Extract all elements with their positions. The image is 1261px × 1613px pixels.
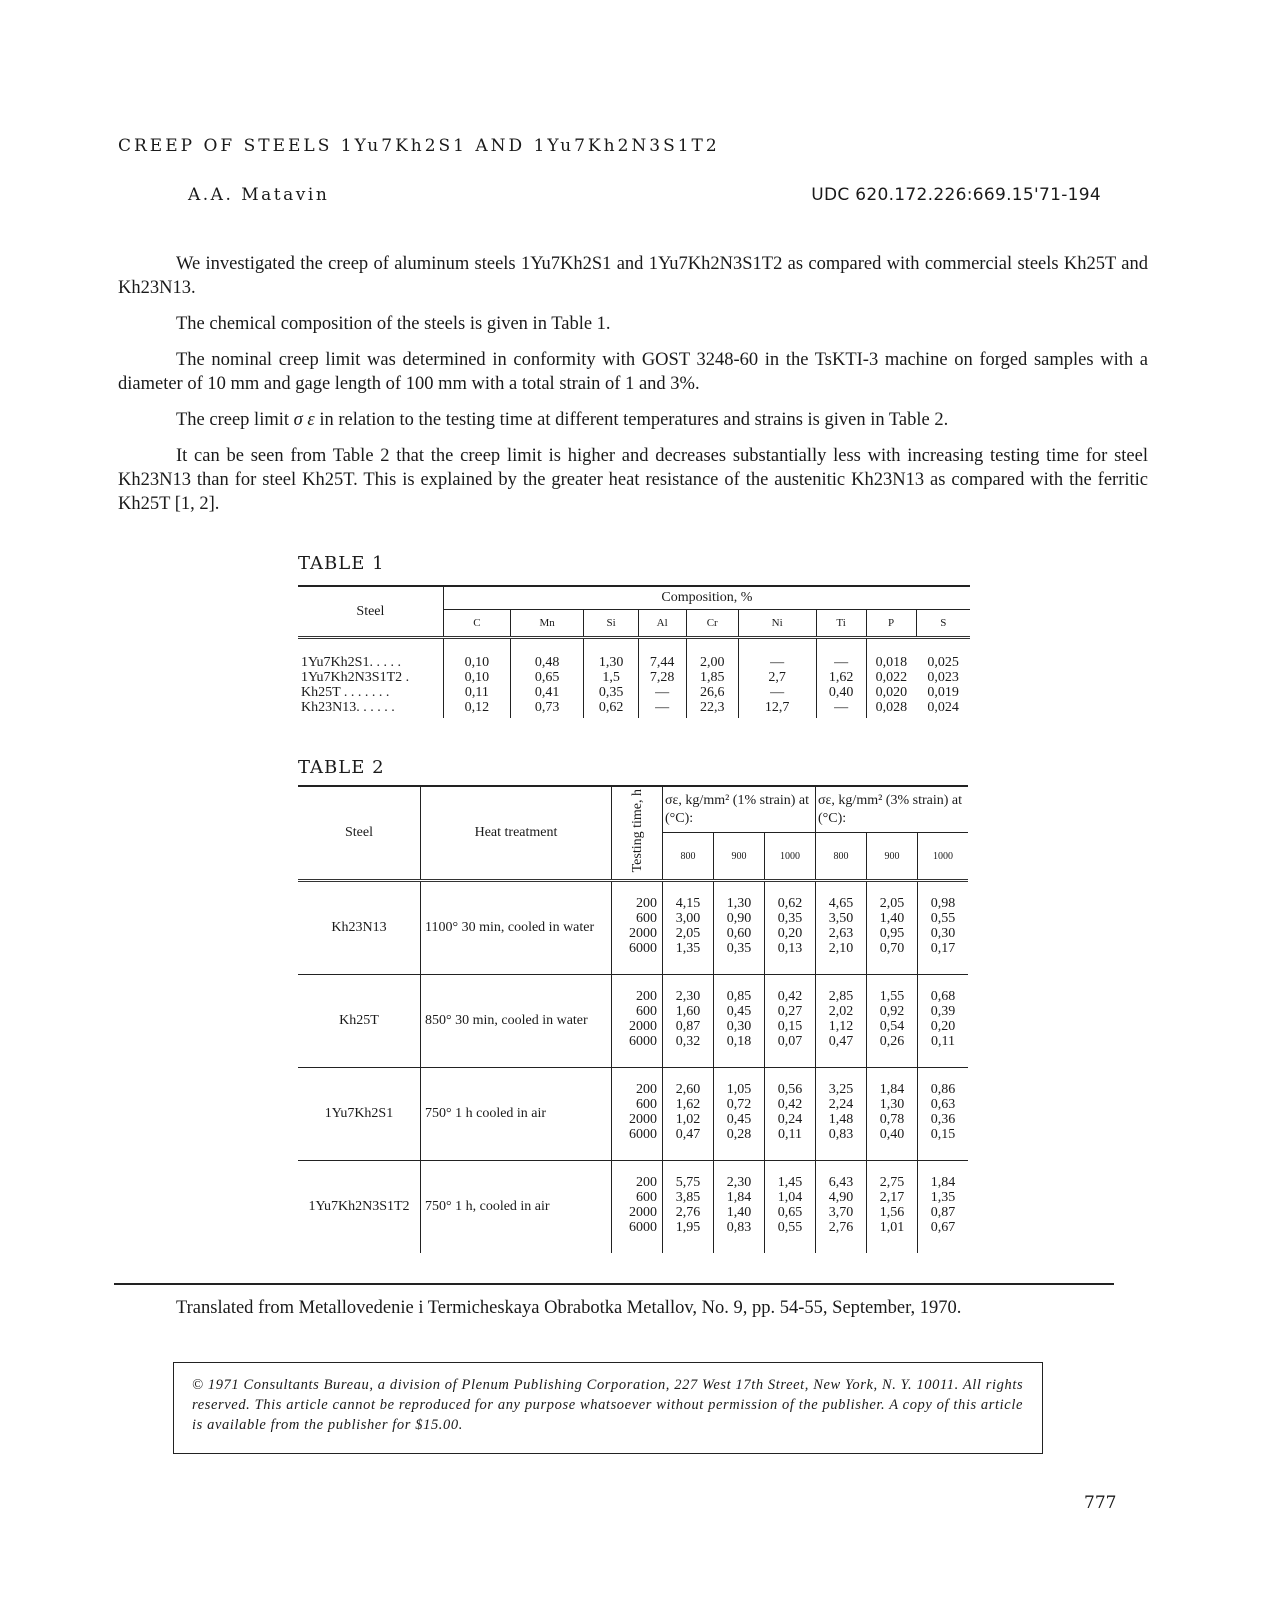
- t1-steel-2: 1Yu7Kh2N3S1T2 .: [301, 670, 410, 685]
- t2-cell: 0,15: [777, 1019, 803, 1034]
- t2-cell: 0,27: [777, 1004, 803, 1019]
- t2-cell: 2,02: [828, 1004, 854, 1019]
- t1-cell: 0,35: [598, 685, 624, 700]
- t2-heat-treatment: 750° 1 h cooled in air: [421, 1068, 612, 1161]
- t2-cell: 1,84: [726, 1190, 752, 1205]
- t2-cell: 3,25: [828, 1082, 854, 1097]
- t1-col-p: P: [866, 610, 916, 638]
- t1-cell: 26,6: [699, 685, 725, 700]
- t2-cell: 0,30: [726, 1019, 752, 1034]
- t2-cell: 1,35: [930, 1190, 956, 1205]
- t2-cell: 0,13: [777, 941, 803, 956]
- paragraph-1: We investigated the creep of aluminum steels 1Yu7Kh2S1 and 1Yu7Kh2N3S1T2 as compared with commercial steels Kh25T and Kh23N13.: [118, 254, 1148, 298]
- t1-col-ti: Ti: [816, 610, 866, 638]
- t2-cell: 1,12: [828, 1019, 854, 1034]
- t1-composition-header: Composition, %: [443, 586, 970, 610]
- udc-code: UDC 620.172.226:669.15'71-194: [811, 185, 1101, 205]
- t1-cr-values: [686, 638, 738, 718]
- t1-steel-4: Kh23N13. . . . . .: [301, 700, 395, 715]
- t2-cell: 1,56: [879, 1205, 905, 1220]
- t2-cell: 0,70: [879, 941, 905, 956]
- t1-cell: 0,020: [875, 685, 908, 700]
- t1-col-c: C: [443, 610, 510, 638]
- t2-cell: 2,60: [675, 1082, 701, 1097]
- t1-cell: 0,028: [875, 700, 908, 715]
- t2-values-c4: [816, 881, 867, 975]
- t1-cell: —: [834, 700, 849, 715]
- t2-cell: 1,55: [879, 989, 905, 1004]
- t2-cell: 3,00: [675, 911, 701, 926]
- t1-mn-values: [510, 638, 583, 718]
- t1-steel-3: Kh25T . . . . . . .: [301, 685, 390, 700]
- t2-cell: 1,05: [726, 1082, 752, 1097]
- t2-cell: 0,42: [777, 989, 803, 1004]
- t2-time-header: [612, 786, 663, 881]
- t2-values-c3: [765, 1161, 816, 1254]
- t1-c-values: [443, 638, 510, 718]
- table-row: [298, 975, 968, 1068]
- t2-values-c2: [714, 975, 765, 1068]
- t2-time-value: 6000: [629, 1220, 657, 1235]
- t2-values-c3: [765, 881, 816, 975]
- t1-cell: 0,12: [464, 700, 490, 715]
- table-row: [298, 881, 968, 975]
- t2-cell: 0,47: [675, 1127, 701, 1142]
- t2-cell: 0,36: [930, 1112, 956, 1127]
- t2-values-c1: [663, 1068, 714, 1161]
- t2-values-c6: [918, 975, 969, 1068]
- t2-values-c6: [918, 1161, 969, 1254]
- t1-cell: 7,44: [649, 655, 675, 670]
- t2-cell: 1,04: [777, 1190, 803, 1205]
- t2-time-value: 200: [636, 1175, 657, 1190]
- t2-cell: 4,65: [828, 896, 854, 911]
- t1-cell: 1,5: [602, 670, 620, 685]
- t2-cell: 0,39: [930, 1004, 956, 1019]
- t2-time-value: 6000: [629, 1034, 657, 1049]
- t2-cell: 1,45: [777, 1175, 803, 1190]
- t2-cell: 2,63: [828, 926, 854, 941]
- t2-cell: 0,78: [879, 1112, 905, 1127]
- translation-text: Translated from Metallovedenie i Termicheskaya Obrabotka Metallov, No. 9, pp. 54-55, September, 1970.: [176, 1298, 962, 1318]
- t1-col-s: S: [916, 610, 970, 638]
- t2-cell: 0,87: [675, 1019, 701, 1034]
- table-2: [298, 785, 968, 1253]
- t2-cell: 1,30: [879, 1097, 905, 1112]
- t2-cell: 1,95: [675, 1220, 701, 1235]
- t2-cell: 0,20: [930, 1019, 956, 1034]
- t2-cell: 0,60: [726, 926, 752, 941]
- t2-group1-header: σε, kg/mm² (1% strain) at (°C):: [663, 786, 816, 833]
- t2-time-value: 2000: [629, 926, 657, 941]
- t2-heat-treatment: 850° 30 min, cooled in water: [421, 975, 612, 1068]
- t2-cell: 1,30: [726, 896, 752, 911]
- t2-temp-800-a: 800: [663, 833, 714, 881]
- t1-cell: 0,10: [464, 655, 490, 670]
- t2-cell: 1,40: [726, 1205, 752, 1220]
- t2-cell: 0,45: [726, 1004, 752, 1019]
- t2-values-c3: [765, 975, 816, 1068]
- t2-cell: 0,11: [931, 1034, 955, 1049]
- t2-cell: 0,45: [726, 1112, 752, 1127]
- t1-col-ni: Ni: [738, 610, 816, 638]
- t2-values-c2: [714, 1068, 765, 1161]
- t2-steel-name: 1Yu7Kh2S1: [298, 1068, 421, 1161]
- t2-time-value: 6000: [629, 1127, 657, 1142]
- t2-values-c5: [867, 1068, 918, 1161]
- t2-cell: 0,40: [879, 1127, 905, 1142]
- t2-cell: 4,15: [675, 896, 701, 911]
- t2-cell: 2,05: [675, 926, 701, 941]
- t2-cell: 0,26: [879, 1034, 905, 1049]
- t2-time-value: 600: [636, 1097, 657, 1112]
- t2-group2-header: σε, kg/mm² (3% strain) at (°C):: [816, 786, 969, 833]
- t2-cell: 0,98: [930, 896, 956, 911]
- t2-heat-header: Heat treatment: [421, 786, 612, 881]
- table-row: [298, 1161, 968, 1254]
- t2-values-c1: [663, 975, 714, 1068]
- t1-cell: 22,3: [699, 700, 725, 715]
- t1-steel-1: 1Yu7Kh2S1. . . . .: [301, 655, 401, 670]
- t2-time-value: 200: [636, 989, 657, 1004]
- t1-cell: —: [770, 655, 785, 670]
- t2-cell: 2,76: [828, 1220, 854, 1235]
- t2-cell: 0,95: [879, 926, 905, 941]
- t2-heat-treatment: 1100° 30 min, cooled in water: [421, 881, 612, 975]
- t2-cell: 2,10: [828, 941, 854, 956]
- t1-col-al: Al: [638, 610, 686, 638]
- t2-cell: 2,24: [828, 1097, 854, 1112]
- table-1: [298, 585, 970, 718]
- t2-cell: 1,84: [879, 1082, 905, 1097]
- t2-cell: 0,67: [930, 1220, 956, 1235]
- t1-cell: 0,62: [598, 700, 624, 715]
- t1-cell: 2,00: [699, 655, 725, 670]
- t2-cell: 0,32: [675, 1034, 701, 1049]
- t2-cell: 1,62: [675, 1097, 701, 1112]
- t2-cell: 2,75: [879, 1175, 905, 1190]
- t2-cell: 1,02: [675, 1112, 701, 1127]
- page-number: 777: [1084, 1493, 1117, 1513]
- t2-values-c3: [765, 1068, 816, 1161]
- paragraph-2: The chemical composition of the steels is given in Table 1.: [176, 314, 611, 334]
- t1-cell: —: [770, 685, 785, 700]
- t2-cell: 2,17: [879, 1190, 905, 1205]
- t2-cell: 3,85: [675, 1190, 701, 1205]
- t2-cell: 1,60: [675, 1004, 701, 1019]
- t2-cell: 0,55: [777, 1220, 803, 1235]
- t1-cell: 0,022: [875, 670, 908, 685]
- t2-cell: 0,92: [879, 1004, 905, 1019]
- t1-cell: 0,41: [534, 685, 560, 700]
- t2-cell: 2,30: [726, 1175, 752, 1190]
- t2-testing-times: [612, 881, 663, 975]
- t2-cell: 3,70: [828, 1205, 854, 1220]
- t2-cell: 2,05: [879, 896, 905, 911]
- t2-values-c4: [816, 1068, 867, 1161]
- t2-cell: 1,84: [930, 1175, 956, 1190]
- t1-cell: 2,7: [768, 670, 786, 685]
- t2-values-c6: [918, 881, 969, 975]
- t2-cell: 0,20: [777, 926, 803, 941]
- t2-cell: 4,90: [828, 1190, 854, 1205]
- t2-steel-header: Steel: [298, 786, 421, 881]
- t1-col-mn: Mn: [510, 610, 583, 638]
- t2-temp-900-a: 900: [714, 833, 765, 881]
- t2-cell: 0,28: [726, 1127, 752, 1142]
- t1-cell: 0,019: [927, 685, 959, 700]
- t2-cell: 0,72: [726, 1097, 752, 1112]
- t1-cell: 0,65: [534, 670, 560, 685]
- t2-cell: 1,48: [828, 1112, 854, 1127]
- t1-si-values: [584, 638, 638, 718]
- t2-time-header-text: Testing time, h: [629, 788, 645, 873]
- t1-cell: 1,85: [699, 670, 725, 685]
- t2-steel-name: Kh23N13: [298, 881, 421, 975]
- t2-cell: 0,85: [726, 989, 752, 1004]
- t2-time-value: 600: [636, 1004, 657, 1019]
- t2-time-value: 600: [636, 911, 657, 926]
- paragraph-4-end: in relation to the testing time at different temperatures and strains is given in Table 2.: [314, 410, 949, 430]
- t1-cell: 0,48: [534, 655, 560, 670]
- t1-cell: 0,10: [464, 670, 490, 685]
- paragraph-3: The nominal creep limit was determined in conformity with GOST 3248-60 in the TsKTI-3 machine on forged samples with a diameter of 10 mm and gage length of 100 mm with a total strain of 1 and 3%.: [118, 350, 1148, 394]
- t2-cell: 0,86: [930, 1082, 956, 1097]
- t2-heat-treatment: 750° 1 h, cooled in air: [421, 1161, 612, 1254]
- t2-values-c2: [714, 881, 765, 975]
- t2-cell: 0,83: [828, 1127, 854, 1142]
- t2-temp-800-b: 800: [816, 833, 867, 881]
- t2-values-c1: [663, 881, 714, 975]
- t1-ti-values: [816, 638, 866, 718]
- t2-testing-times: [612, 1161, 663, 1254]
- t2-cell: 0,35: [726, 941, 752, 956]
- paragraph-4: [118, 408, 1148, 432]
- t1-steel-header: Steel: [298, 586, 443, 638]
- t2-cell: 0,47: [828, 1034, 854, 1049]
- t2-cell: 0,30: [930, 926, 956, 941]
- paper-title: CREEP OF STEELS 1Yu7Kh2S1 AND 1Yu7Kh2N3S1T2: [118, 136, 720, 156]
- t1-cell: 0,024: [927, 700, 959, 715]
- t2-cell: 1,40: [879, 911, 905, 926]
- t2-time-value: 6000: [629, 941, 657, 956]
- t2-cell: 0,11: [778, 1127, 802, 1142]
- t2-cell: 0,15: [930, 1127, 956, 1142]
- t2-cell: 2,76: [675, 1205, 701, 1220]
- t2-cell: 0,68: [930, 989, 956, 1004]
- t1-al-values: [638, 638, 686, 718]
- t1-cell: —: [655, 685, 670, 700]
- t1-cell: —: [655, 700, 670, 715]
- t2-cell: 0,65: [777, 1205, 803, 1220]
- t2-cell: 0,24: [777, 1112, 803, 1127]
- t2-cell: 2,85: [828, 989, 854, 1004]
- t1-steel-names: [298, 638, 443, 718]
- t2-cell: 0,54: [879, 1019, 905, 1034]
- t2-time-value: 2000: [629, 1112, 657, 1127]
- t2-cell: 0,83: [726, 1220, 752, 1235]
- t2-cell: 0,07: [777, 1034, 803, 1049]
- t1-col-cr: Cr: [686, 610, 738, 638]
- t1-cell: 0,11: [464, 685, 489, 700]
- table-row: [298, 1068, 968, 1161]
- t2-values-c5: [867, 1161, 918, 1254]
- t1-ni-values: [738, 638, 816, 718]
- t2-cell: 0,35: [777, 911, 803, 926]
- paragraph-5: It can be seen from Table 2 that the creep limit is higher and decreases substantially less with increasing testing time for steel Kh23N13 than for steel Kh25T. This is explained by the greater heat resistance of the austenitic Kh23N13 as compared with the ferritic Kh25T [1, 2].: [118, 446, 1148, 514]
- t1-cell: —: [834, 655, 849, 670]
- t1-cell: 0,40: [828, 685, 854, 700]
- t2-cell: 0,17: [930, 941, 956, 956]
- t2-temp-1000-a: 1000: [765, 833, 816, 881]
- t1-p-values: [866, 638, 916, 718]
- t2-values-c6: [918, 1068, 969, 1161]
- t1-cell: 12,7: [764, 700, 790, 715]
- t1-cell: 1,30: [598, 655, 624, 670]
- t2-testing-times: [612, 1068, 663, 1161]
- t2-temp-1000-b: 1000: [918, 833, 969, 881]
- t2-testing-times: [612, 975, 663, 1068]
- t2-cell: 0,63: [930, 1097, 956, 1112]
- t2-cell: 0,55: [930, 911, 956, 926]
- t1-cell: 0,023: [927, 670, 959, 685]
- t2-temp-900-b: 900: [867, 833, 918, 881]
- t2-values-c5: [867, 975, 918, 1068]
- t1-cell: 0,018: [875, 655, 908, 670]
- t2-cell: 0,42: [777, 1097, 803, 1112]
- t1-cell: 1,62: [828, 670, 854, 685]
- t2-cell: 0,87: [930, 1205, 956, 1220]
- t2-values-c1: [663, 1161, 714, 1254]
- t1-s-values: [916, 638, 970, 718]
- translation-note: [118, 1296, 1108, 1320]
- t2-cell: 0,56: [777, 1082, 803, 1097]
- sigma-epsilon-symbol: σ ε: [293, 410, 315, 430]
- t1-cell: 0,025: [927, 655, 959, 670]
- t1-cell: 7,28: [649, 670, 675, 685]
- t2-cell: 1,01: [879, 1220, 905, 1235]
- author-name: A.A. Matavin: [188, 185, 330, 205]
- t2-cell: 1,35: [675, 941, 701, 956]
- t2-values-c5: [867, 881, 918, 975]
- t2-time-value: 600: [636, 1190, 657, 1205]
- table-2-label: TABLE 2: [298, 757, 385, 778]
- t1-cell: 0,73: [534, 700, 560, 715]
- t2-cell: 0,18: [726, 1034, 752, 1049]
- t2-cell: 0,90: [726, 911, 752, 926]
- t2-values-c4: [816, 1161, 867, 1254]
- table-1-label: TABLE 1: [298, 553, 385, 574]
- t2-steel-name: Kh25T: [298, 975, 421, 1068]
- body-text: [118, 252, 1148, 516]
- t2-time-value: 200: [636, 1082, 657, 1097]
- t2-values-c2: [714, 1161, 765, 1254]
- t2-cell: 6,43: [828, 1175, 854, 1190]
- copyright-box: © 1971 Consultants Bureau, a division of Plenum Publishing Corporation, 227 West 17th Street, New York, N. Y. 10011. All rights reserved. This article cannot be reproduced for any purpose whatsoever without permission of the publisher. A copy of this article is available from the publisher for $15.00.: [173, 1362, 1043, 1454]
- footnote-divider: [114, 1283, 1114, 1285]
- paragraph-4-start: The creep limit: [176, 410, 294, 430]
- t2-time-value: 200: [636, 896, 657, 911]
- t2-cell: 0,62: [777, 896, 803, 911]
- t2-cell: 2,30: [675, 989, 701, 1004]
- t2-values-c4: [816, 975, 867, 1068]
- t2-cell: 5,75: [675, 1175, 701, 1190]
- t2-time-value: 2000: [629, 1019, 657, 1034]
- t1-col-si: Si: [584, 610, 638, 638]
- t2-cell: 3,50: [828, 911, 854, 926]
- t2-steel-name: 1Yu7Kh2N3S1T2: [308, 1199, 410, 1214]
- t2-time-value: 2000: [629, 1205, 657, 1220]
